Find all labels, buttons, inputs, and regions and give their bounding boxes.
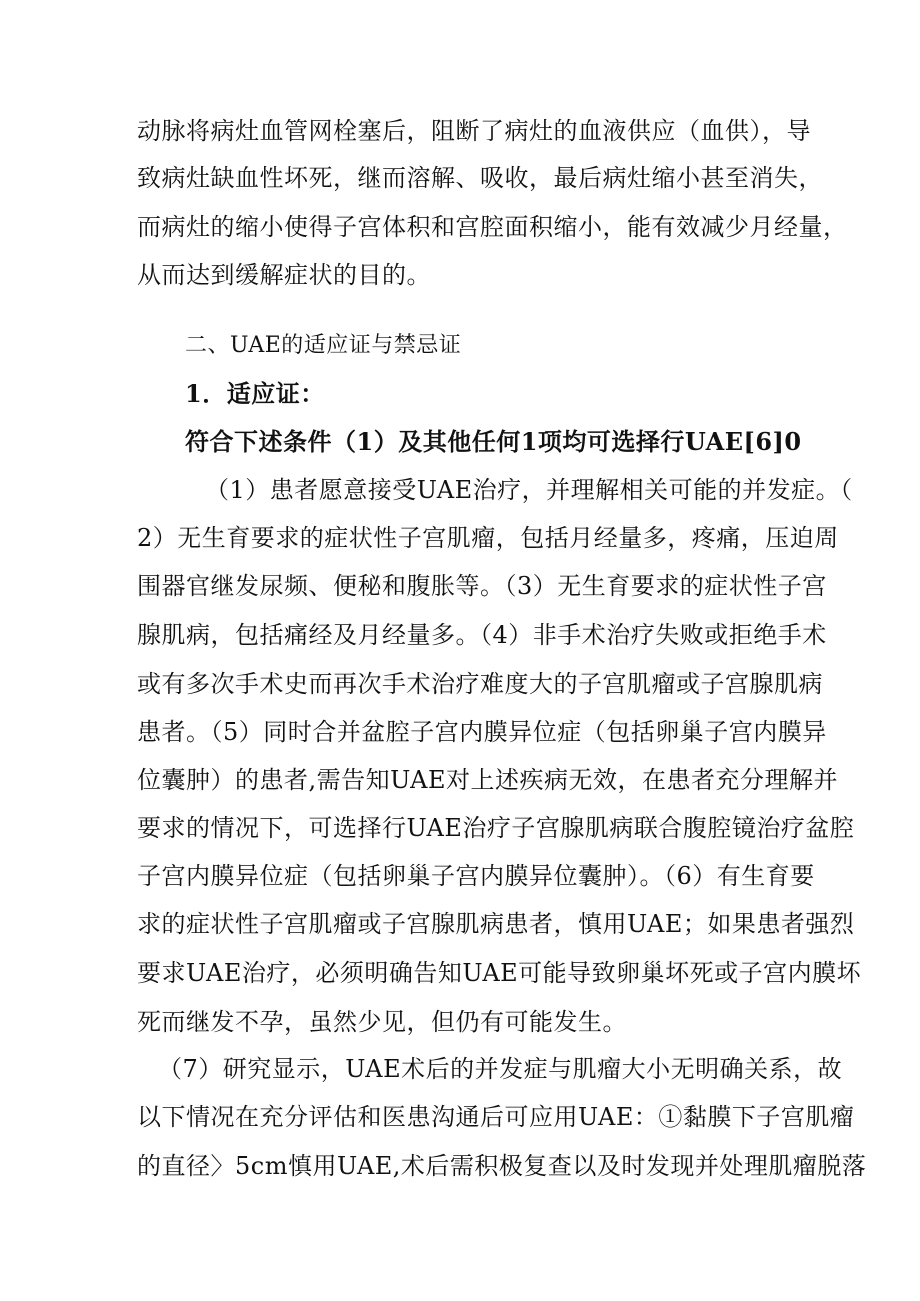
body-line-2: 2）无生育要求的症状性子宫肌瘤，包括月经量多，疼痛，压迫周 <box>137 524 839 552</box>
body-line-12: 死而继发不孕，虽然少见，但仍有可能发生。 <box>137 1008 627 1036</box>
body-line-1: （1）患者愿意接受UAE治疗，并理解相关可能的并发症。（ <box>205 476 853 504</box>
body-line-11: 要求UAE治疗，必须明确告知UAE可能导致卵巢坏死或子宫内膜坏 <box>137 959 862 987</box>
item7-line-3: 的直径〉5cm慎用UAE,术后需积极复查以及时发现并处理肌瘤脱落 <box>137 1152 867 1180</box>
body-line-8: 要求的情况下，可选择行UAE治疗子宫腺肌病联合腹腔镜治疗盆腔 <box>137 814 855 842</box>
item7-line-1: （7）研究显示，UAE术后的并发症与肌瘤大小无明确关系，故 <box>158 1055 843 1083</box>
intro-line-4: 从而达到缓解症状的目的。 <box>137 261 431 289</box>
intro-line-3: 而病灶的缩小使得子宫体积和宫腔面积缩小，能有效减少月经量， <box>137 213 848 241</box>
body-line-4: 腺肌病，包括痛经及月经量多。（4）非手术治疗失败或拒绝手术 <box>137 621 827 649</box>
body-line-10: 求的症状性子宫肌瘤或子宫腺肌病患者，慎用UAE；如果患者强烈 <box>137 910 855 938</box>
subsection-heading: 1．适应证： <box>185 379 325 408</box>
body-line-5: 或有多次手术史而再次手术治疗难度大的子宫肌瘤或子宫腺肌病 <box>137 670 823 698</box>
item7-line-2: 以下情况在充分评估和医患沟通后可应用UAE：①黏膜下子宫肌瘤 <box>137 1103 855 1131</box>
body-line-7: 位囊肿）的患者,需告知UAE对上述疾病无效，在患者充分理解并 <box>137 766 838 794</box>
intro-line-1: 动脉将病灶血管网栓塞后，阻断了病灶的血液供应（血供），导 <box>137 117 811 145</box>
criteria-statement: 符合下述条件（1）及其他任何1项均可选择行UAE[6]0 <box>185 427 802 456</box>
intro-line-2: 致病灶缺血性坏死，继而溶解、吸收，最后病灶缩小甚至消失， <box>137 164 823 192</box>
body-line-3: 围器官继发尿频、便秘和腹胀等。（3）无生育要求的症状性子宫 <box>137 572 827 600</box>
body-line-9: 子宫内膜异位症（包括卵巢子宫内膜异位囊肿）。（6）有生育要 <box>137 862 815 890</box>
section-heading: 二、UAE的适应证与禁忌证 <box>185 333 462 358</box>
body-line-6: 患者。（5）同时合并盆腔子宫内膜异位症（包括卵巢子宫内膜异 <box>137 718 827 746</box>
